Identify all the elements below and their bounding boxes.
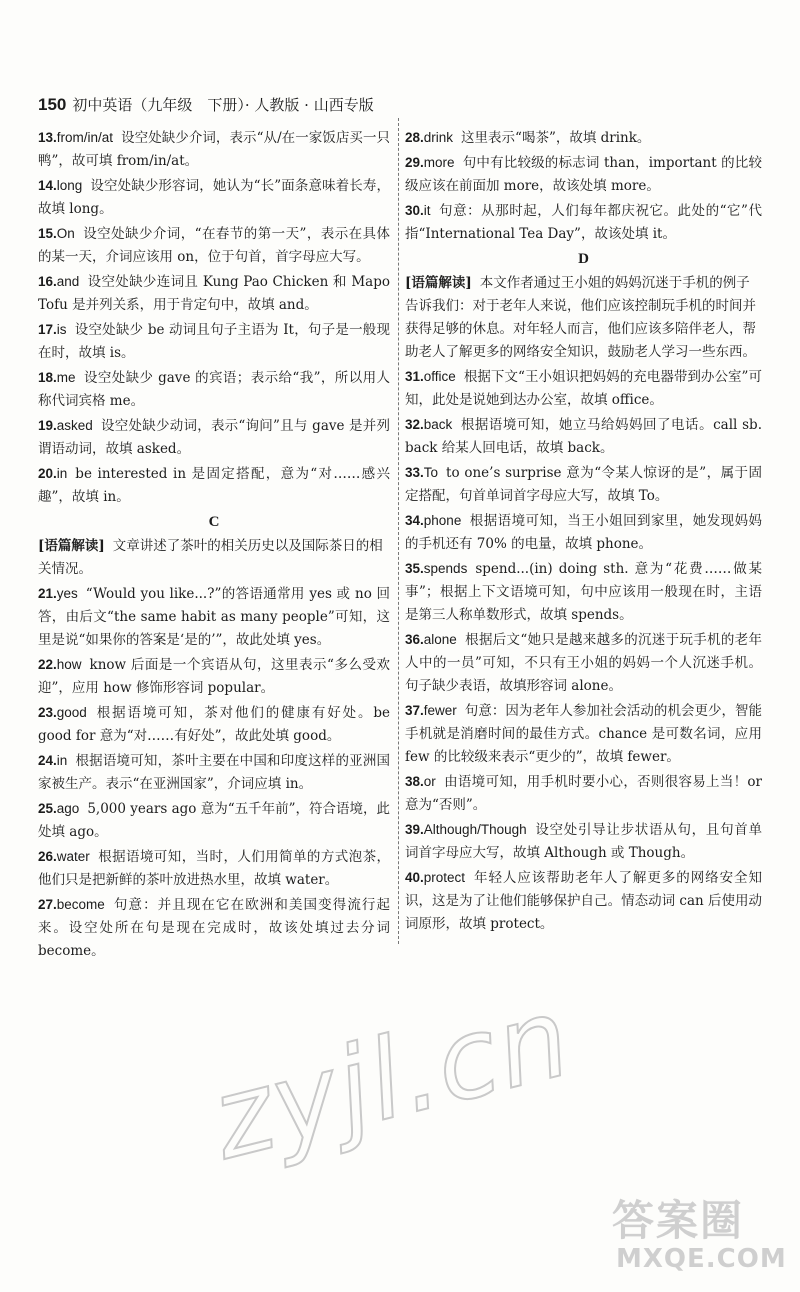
- answer-entry: [38, 653, 390, 700]
- answer-word: drink: [423, 130, 454, 145]
- left-column: [38, 126, 390, 964]
- section-d-reading-note: [405, 272, 762, 364]
- question-number: 24.: [38, 753, 57, 768]
- answer-entry: [38, 222, 390, 269]
- column-divider: [398, 118, 399, 944]
- reading-text: 本文作者通过王小姐的妈妈沉迷于手机的例子告诉我们：对于老年人来说，他们应该控制玩手机的时间并获得足够的休息。对年轻人而言，他们应该多陪伴老人，帮助老人了解更多的网络安全知识，鼓励老人学习一些东西。: [405, 275, 756, 360]
- explanation-text: 设空处缺少连词且 Kung Pao Chicken 和 Mapo Tofu 是并列关系，用于肯定句中，故填 and。: [38, 274, 390, 313]
- page-header: [38, 94, 374, 115]
- question-number: 40.: [405, 870, 424, 885]
- explanation-text: 设空处引导让步状语从句，且句首单词首字母应大写，故填 Although 或 Though。: [405, 822, 762, 861]
- question-number: 39.: [405, 822, 424, 837]
- answer-word: in: [56, 466, 68, 481]
- question-number: 15.: [38, 226, 57, 241]
- question-number: 19.: [38, 418, 57, 433]
- question-number: 29.: [405, 155, 424, 170]
- question-number: 13.: [38, 130, 57, 145]
- explanation-text: know 后面是一个宾语从句，这里表示“多么受欢迎”，应用 how 修饰形容词 popular。: [38, 657, 390, 696]
- answer-entry: [405, 199, 762, 246]
- explanation-text: 设空处缺少形容词，她认为“长”面条意味着长寿，故填 long。: [38, 178, 390, 217]
- answer-entry: [38, 582, 390, 652]
- answer-word: or: [423, 774, 436, 789]
- section-c-reading-note: [38, 535, 390, 581]
- explanation-text: 设空处缺少介词，“在春节的第一天”，表示在具体的某一天，介词应该用 on，位于句首，首字母应大写。: [38, 226, 390, 265]
- answer-entry: [405, 770, 762, 817]
- question-number: 20.: [38, 466, 57, 481]
- answer-entry: [38, 749, 390, 796]
- question-number: 34.: [405, 513, 424, 528]
- answer-entry: [405, 557, 762, 627]
- answer-list-21-27: [38, 582, 390, 963]
- answer-entry: [405, 699, 762, 769]
- explanation-text: 设空处缺少介词，表示“从/在一家饭店买一只鸭”，故可填 from/in/at。: [38, 130, 390, 169]
- explanation-text: 句意：因为老年人参加社会活动的机会更少，智能手机就是消磨时间的最佳方式。chance 是可数名词，应用 few 的比较级来表示“更少的”，故填 fewer。: [405, 703, 762, 765]
- answer-word: from/in/at: [56, 130, 114, 145]
- explanation-text: to one’s surprise 意为“令某人惊讶的是”，属于固定搭配，句首单词首字母应大写，故填 To。: [405, 465, 762, 504]
- answer-word: is: [56, 322, 67, 337]
- section-c-heading: C: [208, 514, 220, 530]
- explanation-text: 由语境可知，用手机时要小心，否则很容易上当！or 意为“否则”。: [405, 774, 762, 813]
- explanation-text: spend...(in) doing sth. 意为“花费……做某事”；根据上下文语境可知，句中应该用一般现在时，主语是第三人称单数形式，故填 spends。: [405, 561, 762, 623]
- answer-entry: [405, 413, 762, 460]
- answer-entry: [38, 893, 390, 963]
- answer-entry: [405, 151, 762, 198]
- explanation-text: 根据后文“她只是越来越多的沉迷于玩手机的老年人中的一员”可知，不只有王小姐的妈妈一个人沉迷手机。句子缺少表语，故填形容词 alone。: [405, 632, 762, 694]
- answer-word: long: [56, 178, 83, 193]
- question-number: 25.: [38, 801, 57, 816]
- explanation-text: 句意：从那时起，人们每年都庆祝它。此处的“它”代指“International Tea Day”，故该处填 it。: [405, 203, 762, 242]
- answer-entry: [405, 866, 762, 936]
- watermark-zyjl: zyjl.cn: [200, 972, 584, 1185]
- question-number: 17.: [38, 322, 57, 337]
- answer-word: asked: [56, 418, 93, 433]
- answer-entry: [38, 797, 390, 844]
- explanation-text: 根据下文“王小姐识把妈妈的充电器带到办公室”可知，此处是说她到达办公室，故填 office。: [405, 369, 762, 408]
- section-d-heading: D: [578, 251, 589, 267]
- mxqe-logo: [612, 1188, 787, 1284]
- question-number: 28.: [405, 130, 424, 145]
- question-number: 14.: [38, 178, 57, 193]
- answer-word: yes: [56, 586, 78, 601]
- explanation-text: 根据语境可知，她立马给妈妈回了电话。call sb. back 给某人回电话，故填 back。: [405, 417, 762, 456]
- explanation-text: 设空处缺少动词，表示“询问”且与 gave 是并列谓语动词，故填 asked。: [38, 418, 390, 457]
- explanation-text: 句意：并且现在它在欧洲和美国变得流行起来。设空处所在句是现在完成时，故该处填过去分词 become。: [38, 897, 390, 959]
- answer-list-13-20: [38, 126, 390, 509]
- answer-word: To: [423, 465, 439, 480]
- answer-entry: [38, 318, 390, 365]
- question-number: 30.: [405, 203, 424, 218]
- reading-tag: [语篇解读]: [38, 538, 105, 554]
- answer-entry: [405, 818, 762, 865]
- answer-word: ago: [56, 801, 80, 816]
- answer-word: office: [423, 369, 456, 384]
- answer-word: it: [423, 203, 431, 218]
- explanation-text: 根据语境可知，当王小姐回到家里，她发现妈妈的手机还有 70% 的电量，故填 phone。: [405, 513, 762, 552]
- question-number: 22.: [38, 657, 57, 672]
- explanation-text: 根据语境可知，茶叶主要在中国和印度这样的亚洲国家被生产。表示“在亚洲国家”，介词应填 in。: [38, 753, 390, 792]
- answer-entry: [38, 414, 390, 461]
- answer-word: back: [423, 417, 453, 432]
- answer-entry: [405, 126, 762, 150]
- answer-entry: [38, 462, 390, 509]
- answer-list-31-40: [405, 365, 762, 936]
- logo-line-2: MXQE.COM: [616, 1244, 787, 1274]
- answer-entry: [405, 365, 762, 412]
- question-number: 16.: [38, 274, 57, 289]
- explanation-text: be interested in 是固定搭配，意为“对……感兴趣”，故填 in。: [38, 466, 390, 505]
- right-column: [405, 126, 762, 937]
- logo-line-1: 答案圈: [612, 1196, 745, 1245]
- answer-word: become: [56, 897, 105, 912]
- answer-word: protect: [423, 870, 466, 885]
- answer-word: phone: [423, 513, 462, 528]
- explanation-text: 这里表示“喝茶”，故填 drink。: [461, 130, 651, 146]
- explanation-text: 年轻人应该帮助老年人了解更多的网络安全知识，这是为了让他们能够保护自己。情态动词 can 后使用动词原形，故填 protect。: [405, 870, 762, 932]
- explanation-text: 设空处缺少 gave 的宾语；表示给“我”，所以用人称代词宾格 me。: [38, 370, 390, 409]
- question-number: 37.: [405, 703, 424, 718]
- answer-list-28-30: [405, 126, 762, 246]
- reading-tag: [语篇解读]: [405, 275, 472, 291]
- answer-entry: [38, 270, 390, 317]
- answer-word: spends: [423, 561, 468, 576]
- explanation-text: “Would you like...?”的答语通常用 yes 或 no 回答，由后文“the same habit as many people”可知，这里是说“如果你的答案是‘是的’”，故此处填 yes。: [38, 586, 390, 648]
- question-number: 31.: [405, 369, 424, 384]
- question-number: 32.: [405, 417, 424, 432]
- answer-word: fewer: [423, 703, 457, 718]
- answer-word: water: [56, 849, 90, 864]
- answer-word: me: [56, 370, 76, 385]
- explanation-text: 句中有比较级的标志词 than，important 的比较级应该在前面加 more，故该处填 more。: [405, 155, 762, 194]
- explanation-text: 根据语境可知，茶对他们的健康有好处。be good for 意为“对……有好处”，故此处填 good。: [38, 705, 390, 744]
- question-number: 35.: [405, 561, 424, 576]
- answer-entry: [405, 509, 762, 556]
- answer-word: On: [56, 226, 75, 241]
- question-number: 23.: [38, 705, 57, 720]
- explanation-text: 5,000 years ago 意为“五千年前”，符合语境，此处填 ago。: [38, 801, 391, 840]
- answer-word: good: [56, 705, 87, 720]
- question-number: 18.: [38, 370, 57, 385]
- answer-word: Although/Though: [423, 822, 527, 837]
- answer-entry: [38, 126, 390, 173]
- answer-word: more: [423, 155, 455, 170]
- answer-word: how: [56, 657, 82, 672]
- answer-word: in: [56, 753, 68, 768]
- answer-entry: [405, 461, 762, 508]
- answer-entry: [38, 845, 390, 892]
- reading-text: 文章讲述了茶叶的相关历史以及国际茶日的相关情况。: [38, 538, 383, 577]
- question-number: 21.: [38, 586, 57, 601]
- question-number: 27.: [38, 897, 57, 912]
- question-number: 26.: [38, 849, 57, 864]
- answer-entry: [38, 701, 390, 748]
- explanation-text: 设空处缺少 be 动词且句子主语为 It，句子是一般现在时，故填 is。: [38, 322, 390, 361]
- page-number: 150: [38, 95, 67, 114]
- question-number: 33.: [405, 465, 424, 480]
- answer-entry: [38, 366, 390, 413]
- question-number: 38.: [405, 774, 424, 789]
- answer-entry: [38, 174, 390, 221]
- book-title: 初中英语（九年级 下册）· 人教版 · 山西专版: [72, 96, 374, 114]
- answer-word: and: [56, 274, 80, 289]
- question-number: 36.: [405, 632, 424, 647]
- answer-word: alone: [423, 632, 457, 647]
- answer-entry: [405, 628, 762, 698]
- explanation-text: 根据语境可知，当时，人们用简单的方式泡茶，他们只是把新鲜的茶叶放进热水里，故填 water。: [38, 849, 390, 888]
